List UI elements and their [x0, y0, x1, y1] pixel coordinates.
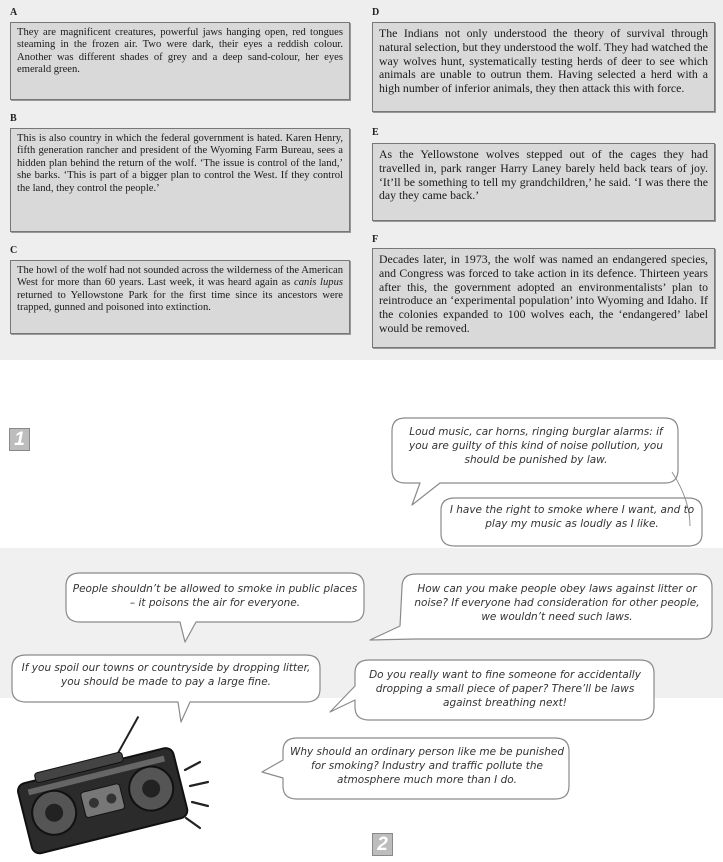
- bubble-text-7: Why should an ordinary person like me be punished for smoking? Industry and traffic pollute the atmosphere much more than I do.: [289, 746, 565, 786]
- bubble-text-3: People shouldn’t be allowed to smoke in public places – it poisons the air for everyone.: [72, 583, 358, 609]
- radio-cassette-player-icon: [7, 710, 189, 854]
- text-paragraph-b: This is also country in which the federal government is hated. Karen Henry, fifth generation rancher and president of the Wyoming Farm Bureau, sees a hidden plan behind the return of the wolf. ‘The issue is control of the land,’ she barks. ‘This is part of a bigger plan to control the West. If they control the land, they control the people.’: [17, 133, 343, 194]
- latin-name: canis lupus: [294, 277, 344, 289]
- text-letter-b: B: [10, 113, 17, 124]
- text-paragraph-c: The howl of the wolf had not sounded across the wilderness of the American West for more than 60 years. Last week, it was heard again as canis lupus returned to Yellowstone Park for the first time since its ancestors were trapped, gunned and poisoned into extinction.: [17, 265, 344, 314]
- bubble-text-5: If you spoil our towns or countryside by dropping litter, you should be made to pay a large fine.: [21, 662, 311, 688]
- sound-lines-icon: [185, 762, 208, 828]
- bubble-text-4: How can you make people obey laws against litter or noise? If everyone had consideration for other people, we wouldn’t need such laws.: [414, 583, 700, 623]
- text-letter-c: C: [10, 245, 18, 256]
- text-paragraph-f: Decades later, in 1973, the wolf was named an endangered species, and Congress was forced to take action in its defence. Thirteen years after this, the government adopted an environmentalists’ plan to reintroduce an ‘experimental population’ into Wyoming and Idaho. If the colonies expanded to 100 wolves each, the ‘endangered’ label would be removed.: [379, 252, 708, 335]
- bubble-text-6: Do you really want to fine someone for accidentally dropping a small piece of paper? There’ll be laws against breathing next!: [369, 669, 641, 709]
- text-letter-e: E: [372, 127, 379, 138]
- section-number-2: 2: [372, 833, 393, 856]
- bubble-text-1: Loud music, car horns, ringing burglar alarms: if you are guilty of this kind of noise pollution, you should be punished by law.: [409, 426, 663, 466]
- text-letter-a: A: [10, 7, 18, 18]
- text-paragraph-e: As the Yellowstone wolves stepped out of the cages they had travelled in, park ranger Harry Laney barely held back tears of joy. ‘It’ll be something to tell my grandchildren,’ he said. ‘I was there the day they came back.’: [379, 147, 708, 203]
- section-number-1: 1: [9, 428, 30, 451]
- text-letter-d: D: [372, 7, 380, 18]
- text-paragraph-d: The Indians not only understood the theory of survival through natural selection, but they understood the wolf. They had watched the way wolves hunt, systematically testing herds of deer to see which animals are unable to outrun them. Having selected a herd with a high number of inferior animals, they then attack this with force.: [379, 26, 708, 96]
- text-paragraph-a: They are magnificent creatures, powerful jaws hanging open, red tongues steaming in the frozen air. Two were dark, their eyes a reddish colour. Another was different shades of grey and a deep sand-colour, her eyes emerald green.: [17, 27, 343, 76]
- bubble-text-2: I have the right to smoke where I want, and to play my music as loudly as I like.: [449, 504, 695, 530]
- text-letter-f: F: [372, 234, 379, 245]
